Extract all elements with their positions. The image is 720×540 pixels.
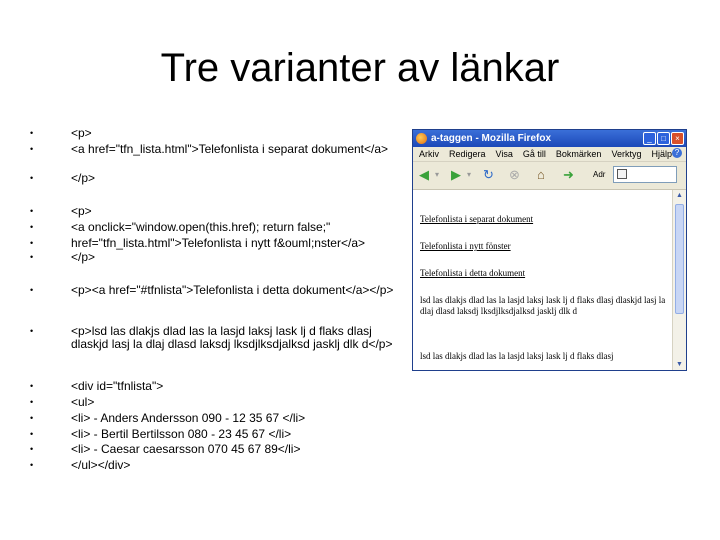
browser-window-screenshot <box>412 129 687 371</box>
bullet-dot: • <box>30 206 34 216</box>
menu-arkiv[interactable]: Arkiv <box>419 149 439 159</box>
bullet-text: </p> <box>71 171 96 185</box>
browser-menubar <box>413 147 686 162</box>
stop-icon[interactable]: ⊗ <box>509 167 520 182</box>
bullet-text: <li> - Bertil Bertilsson 080 - 23 45 67 </li> <box>71 427 292 441</box>
link-detta-dokument[interactable]: Telefonlista i detta dokument <box>420 268 526 278</box>
bullet-text: <li> - Anders Andersson 090 - 12 35 67 </li> <box>71 411 306 425</box>
link-separat-dokument[interactable]: Telefonlista i separat dokument <box>420 214 534 224</box>
address-field[interactable] <box>613 166 677 183</box>
forward-arrow-icon[interactable]: ▶ <box>451 167 461 182</box>
bullet-text: <p> <box>71 126 92 140</box>
browser-toolbar <box>413 162 686 190</box>
bullet-text: </p> <box>71 250 96 264</box>
bullet-text: </ul></div> <box>71 458 131 472</box>
page-icon <box>617 169 627 179</box>
slide-title: Tre varianter av länkar <box>160 46 560 90</box>
bullet-text: <ul> <box>71 395 95 409</box>
scroll-thumb[interactable] <box>675 204 684 314</box>
bullet-text: href="tfn_lista.html">Telefonlista i nytt f&ouml;nster</a> <box>71 236 365 250</box>
close-icon[interactable]: × <box>671 132 684 145</box>
scroll-down-icon[interactable]: ▼ <box>676 361 683 368</box>
bullet-dot: • <box>30 326 34 336</box>
window-title: a-taggen - Mozilla Firefox <box>431 133 552 144</box>
bullet-text: <li> - Caesar caesarsson 070 45 67 89</li> <box>71 442 301 456</box>
maximize-icon[interactable]: □ <box>657 132 670 145</box>
bullet-text: <div id="tfnlista"> <box>71 379 164 393</box>
forward-dropdown-icon[interactable]: ▾ <box>467 170 472 179</box>
bullet-dot: • <box>30 222 34 232</box>
home-icon[interactable]: ⌂ <box>537 167 545 182</box>
bullet-dot: • <box>30 173 34 183</box>
bullet-dot: • <box>30 128 34 138</box>
browser-content <box>413 190 672 371</box>
back-dropdown-icon[interactable]: ▾ <box>435 170 440 179</box>
bullet-text: <p> <box>71 204 92 218</box>
menu-ga-till[interactable]: Gå till <box>522 149 546 159</box>
bullet-dot: • <box>30 144 34 154</box>
bullet-dot: • <box>30 413 34 423</box>
vertical-scrollbar[interactable] <box>672 190 686 371</box>
menu-redigera[interactable]: Redigera <box>449 149 486 159</box>
browser-titlebar <box>413 130 686 147</box>
bullet-dot: • <box>30 381 34 391</box>
menu-hjalp[interactable]: Hjälp <box>651 149 672 159</box>
content-paragraph: lsd las dlakjs dlad las la lasjd laksj lask lj d flaks dlasj dlaskjd lasj la dlaj dlasd laksdj lksdjlksdjalksd jasklj dlk d <box>420 295 666 316</box>
reload-icon[interactable]: ↻ <box>483 167 494 182</box>
bullet-text: <p><a href="#tfnlista">Telefonlista i detta dokument</a></p> <box>71 283 394 297</box>
minimize-icon[interactable]: _ <box>643 132 656 145</box>
content-paragraph: lsd las dlakjs dlad las la lasjd laksj lask lj d flaks dlasj <box>420 351 614 361</box>
bullet-text: <a href="tfn_lista.html">Telefonlista i separat dokument</a> <box>71 142 389 156</box>
link-nytt-fonster[interactable]: Telefonlista i nytt fönster <box>420 241 511 251</box>
bullet-dot: • <box>30 460 34 470</box>
bullet-dot: • <box>30 429 34 439</box>
bullet-dot: • <box>30 238 34 248</box>
bullet-text: <a onclick="window.open(this.href); return false;" <box>71 220 331 234</box>
bullet-dot: • <box>30 285 34 295</box>
bullet-text: <p>lsd las dlakjs dlad las la lasjd laksj lask lj d flaks dlasj dlaskjd lasj la dlaj dlasd laksdj lksdjlksdjalksd jasklj dlk d</p> <box>71 324 393 351</box>
help-icon[interactable]: ? <box>672 148 682 158</box>
menu-visa[interactable]: Visa <box>495 149 513 159</box>
address-label: Adr <box>593 170 606 179</box>
firefox-logo-icon <box>416 133 427 144</box>
bullet-dot: • <box>30 444 34 454</box>
go-arrow-icon[interactable]: ➜ <box>563 167 574 182</box>
scroll-up-icon[interactable]: ▲ <box>676 192 683 199</box>
bullet-dot: • <box>30 252 34 262</box>
back-arrow-icon[interactable]: ◀ <box>419 167 429 182</box>
menu-verktyg[interactable]: Verktyg <box>611 149 642 159</box>
bullet-dot: • <box>30 397 34 407</box>
menu-bokmarken[interactable]: Bokmärken <box>555 149 602 159</box>
